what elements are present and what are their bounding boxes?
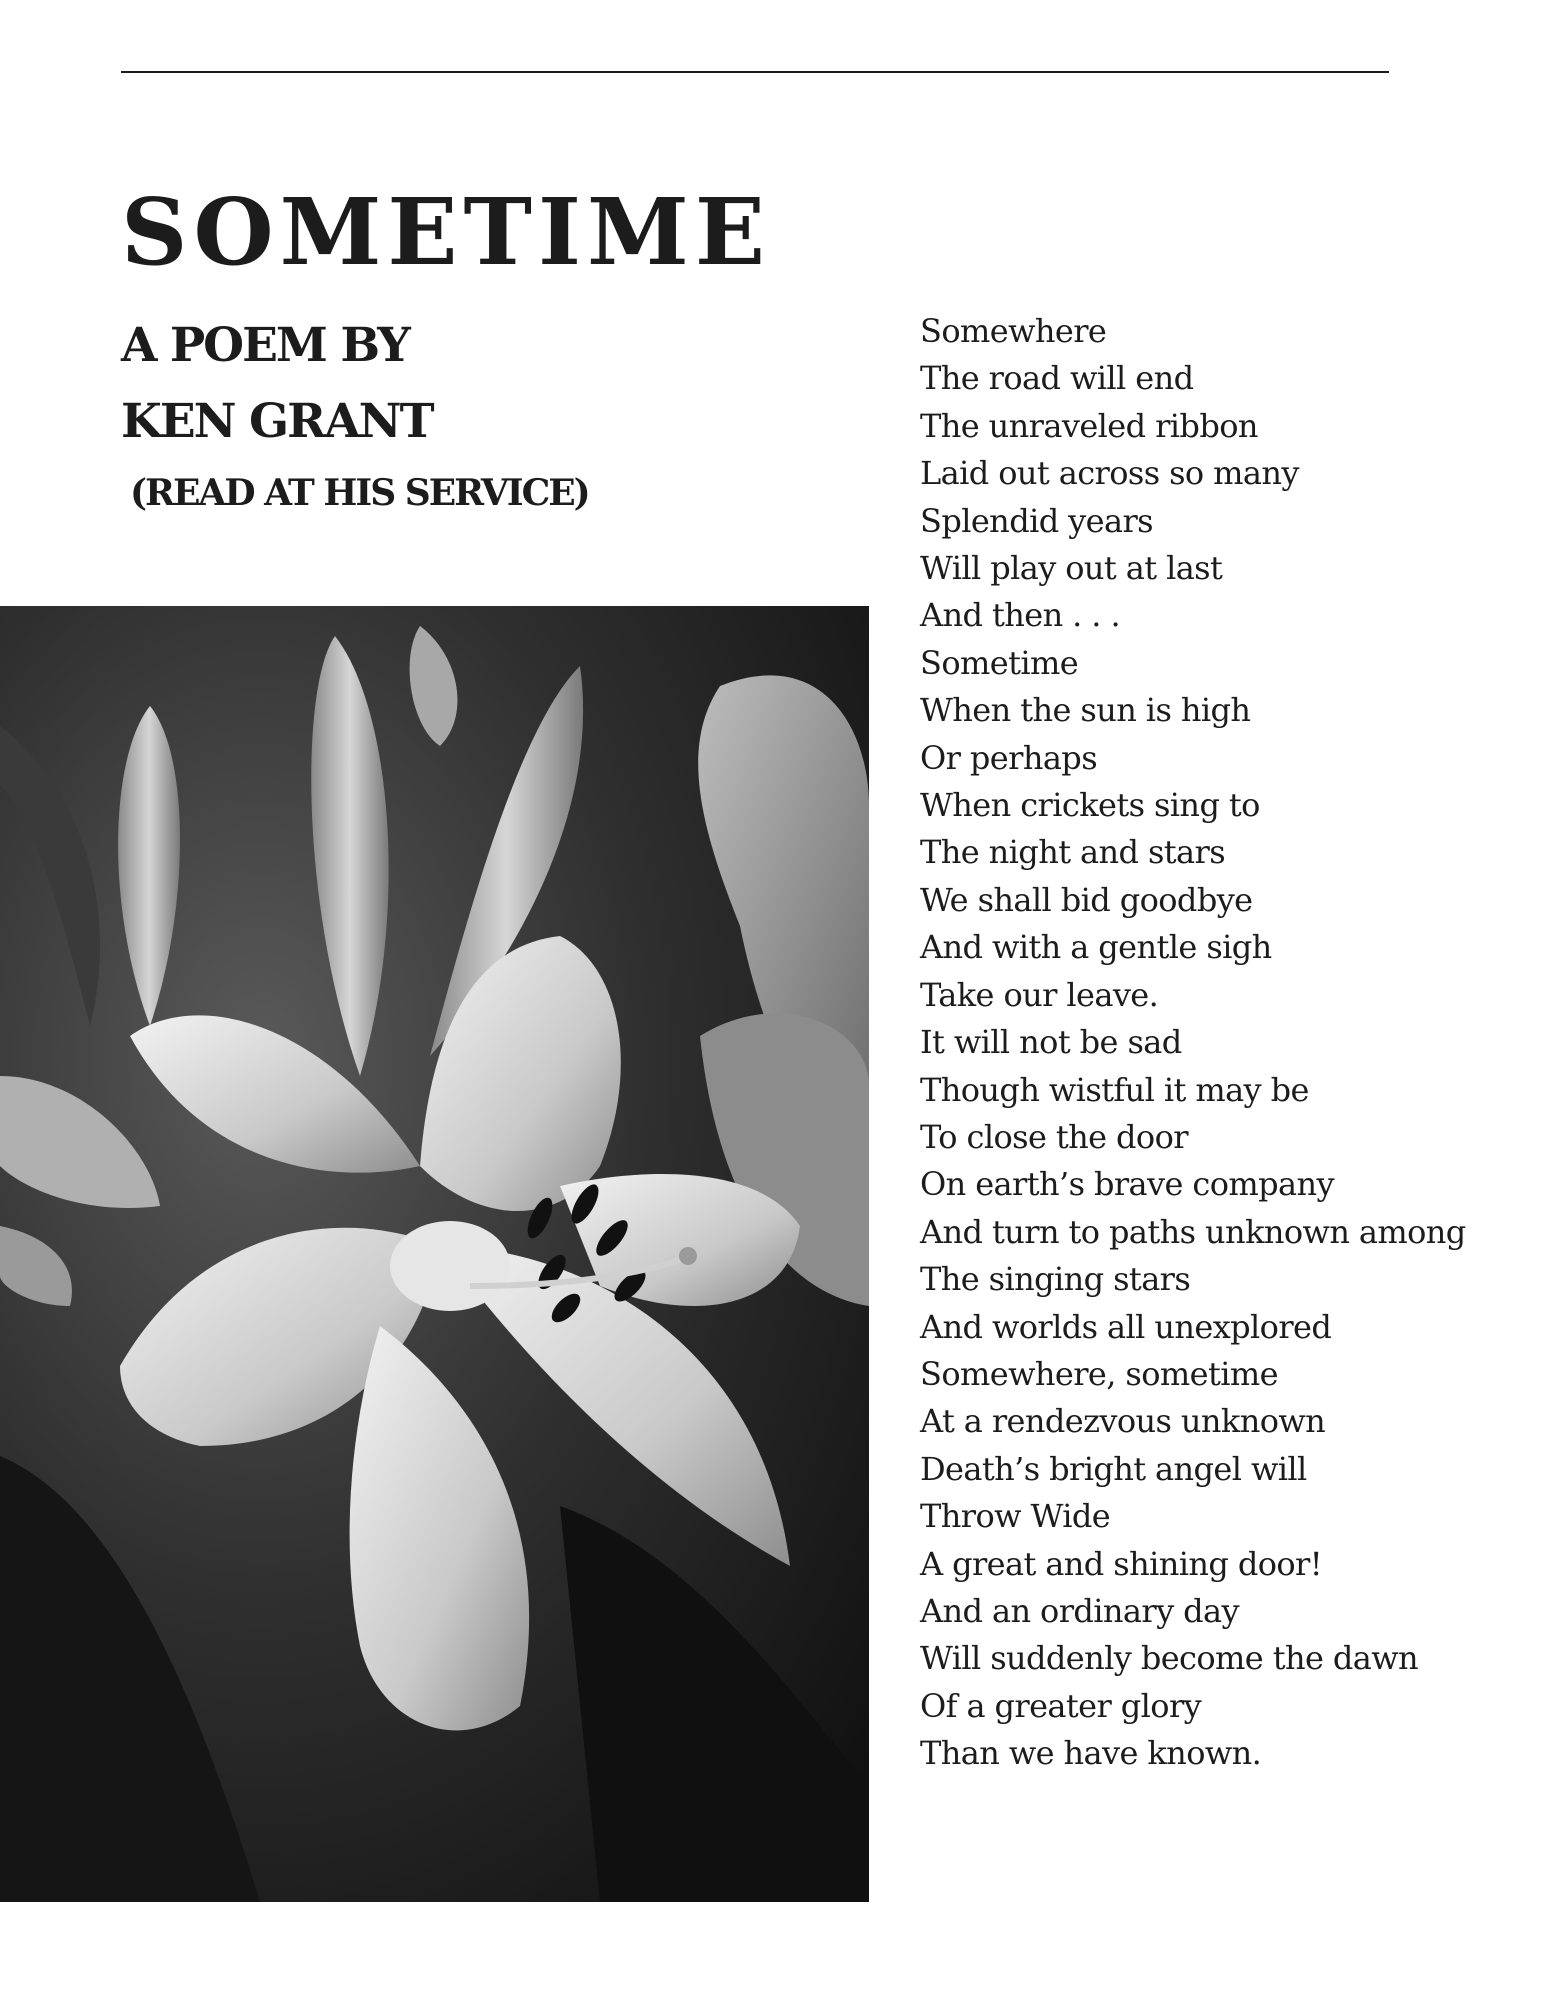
poem-line: Take our leave.: [920, 975, 1159, 1014]
poem-line: And then . . .: [920, 596, 1121, 635]
poem-line: The singing stars: [920, 1260, 1191, 1299]
poem-line: Though wistful it may be: [920, 1070, 1309, 1109]
poem-line: Throw Wide: [920, 1497, 1111, 1536]
top-divider: [121, 71, 1389, 73]
poem-line: Will play out at last: [920, 549, 1223, 588]
poem-line: And with a gentle sigh: [920, 928, 1272, 967]
poem-body: [920, 308, 1466, 1778]
poem-line: The unraveled ribbon: [920, 406, 1258, 445]
poem-line: The night and stars: [920, 833, 1226, 872]
poem-line: Somewhere: [920, 312, 1107, 350]
poem-title: SOMETIME: [121, 178, 771, 286]
poem-line: And worlds all unexplored: [920, 1307, 1332, 1346]
poem-line: Somewhere, sometime: [920, 1354, 1278, 1393]
poem-line: At a rendezvous unknown: [920, 1402, 1326, 1441]
poem-line: Death’s bright angel will: [920, 1449, 1307, 1488]
service-note: (READ AT HIS SERVICE): [130, 472, 589, 514]
poem-line: Of a greater glory: [920, 1686, 1202, 1725]
byline-author: KEN GRANT: [121, 394, 433, 449]
lily-flower-photo: [0, 606, 869, 1902]
poem-line: When crickets sing to: [920, 786, 1260, 825]
poem-byline: [121, 308, 433, 460]
poem-line: Or perhaps: [920, 738, 1098, 777]
poem-line: And turn to paths unknown among: [920, 1212, 1466, 1251]
poem-line: To close the door: [920, 1117, 1188, 1156]
poem-line: A great and shining door!: [920, 1544, 1323, 1583]
poem-line: The road will end: [920, 359, 1194, 398]
poem-line: Sometime: [920, 643, 1079, 682]
poem-line: We shall bid goodbye: [920, 880, 1253, 919]
byline-line-1: A POEM BY: [121, 318, 409, 373]
poem-line: Than we have known.: [920, 1734, 1262, 1773]
poem-line: When the sun is high: [920, 691, 1251, 730]
poem-line: Laid out across so many: [920, 454, 1299, 493]
poem-line: On earth’s brave company: [920, 1165, 1334, 1204]
poem-line: Will suddenly become the dawn: [920, 1639, 1419, 1678]
poem-line: And an ordinary day: [920, 1591, 1239, 1630]
poem-line: Splendid years: [920, 501, 1153, 540]
poem-line: It will not be sad: [920, 1023, 1182, 1062]
